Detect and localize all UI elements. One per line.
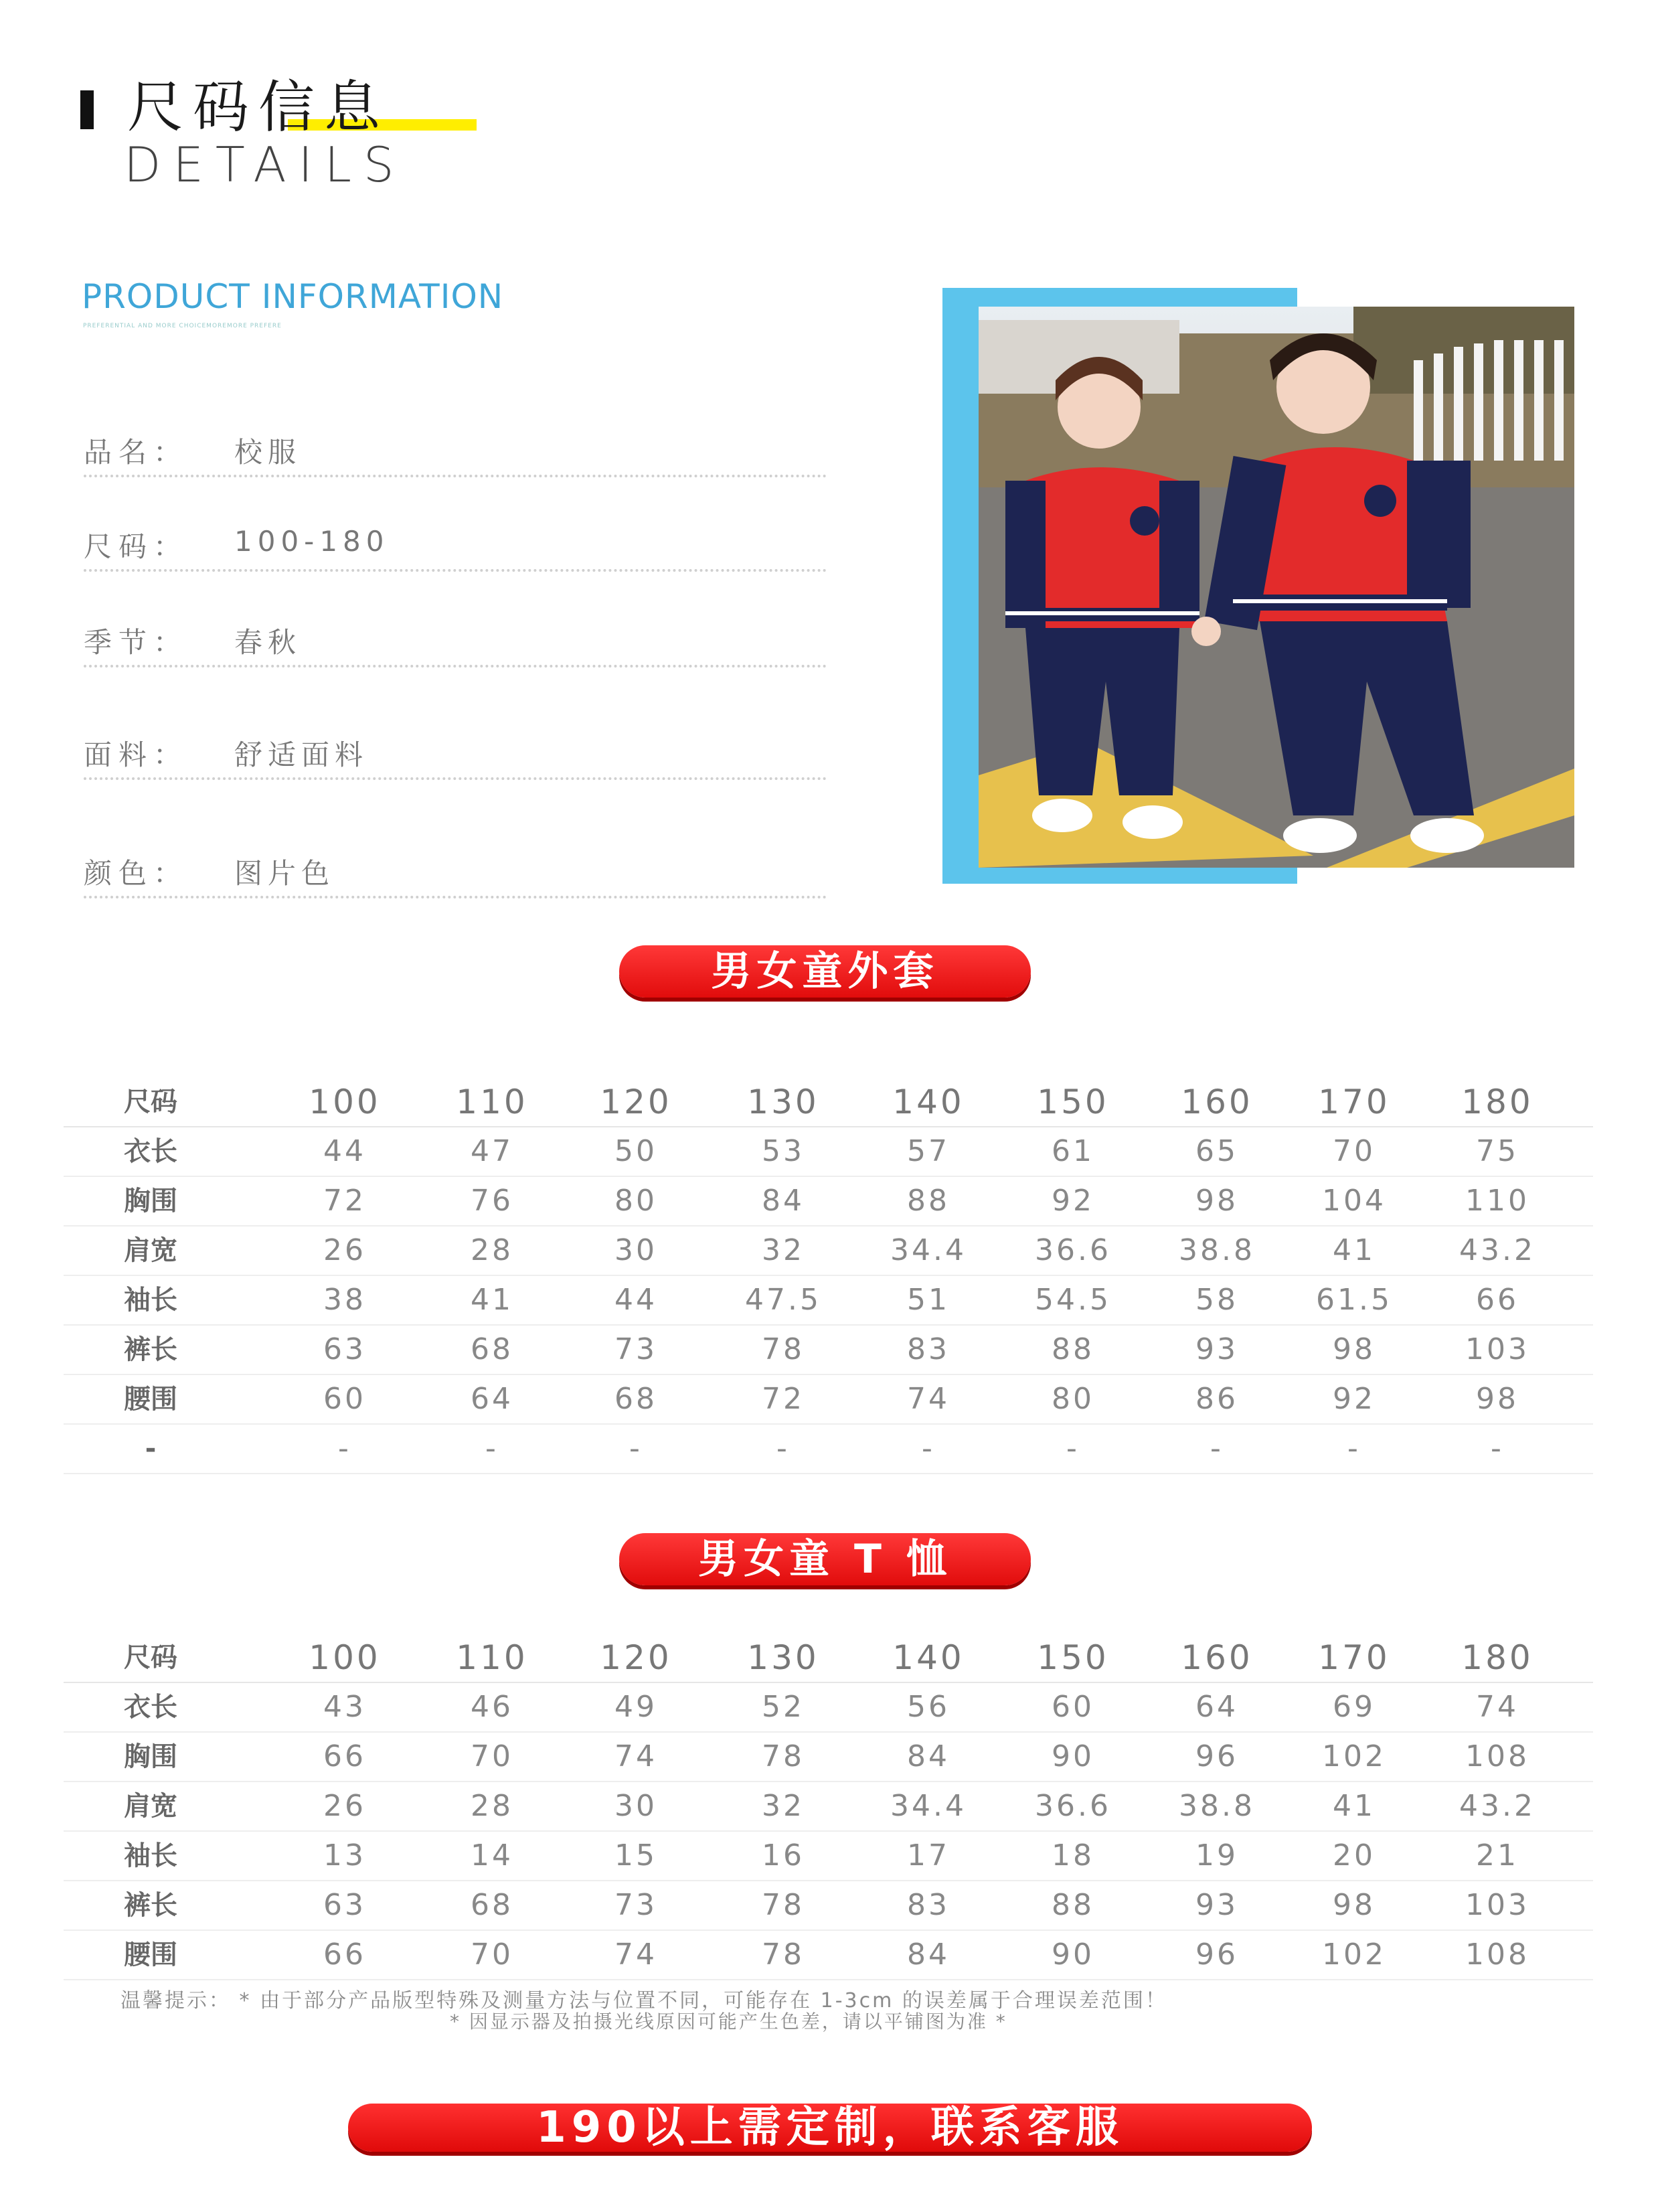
table-cell: 93	[1195, 1332, 1238, 1366]
table-cell: 88	[907, 1184, 950, 1218]
info-value: 春秋	[234, 626, 302, 659]
table-cell: 68	[471, 1332, 513, 1366]
table-cell: 41	[471, 1283, 513, 1317]
size-header: 180	[1461, 1638, 1533, 1677]
table-cell: 78	[762, 1888, 805, 1922]
info-value: 校服	[234, 436, 302, 469]
table-cell: 70	[1333, 1134, 1376, 1168]
table-cell: 17	[907, 1838, 950, 1873]
header-label: 尺码	[124, 1642, 177, 1673]
table-cell: 41	[1333, 1789, 1376, 1823]
table-cell: 70	[471, 1739, 513, 1773]
table-cell: 68	[471, 1888, 513, 1922]
info-row-color	[84, 852, 827, 898]
table-cell: -	[485, 1431, 499, 1466]
table-cell: 98	[1333, 1332, 1376, 1366]
table-cell: 50	[614, 1134, 657, 1168]
table-cell: -	[338, 1431, 351, 1466]
product-info-heading: PRODUCT INFORMATION	[82, 277, 504, 316]
table-cell: 84	[907, 1938, 950, 1972]
table-row	[64, 1425, 1593, 1474]
table-cell: 74	[614, 1739, 657, 1773]
table-cell: 84	[762, 1184, 805, 1218]
table-cell: 61.5	[1316, 1283, 1392, 1317]
size-header: 150	[1037, 1083, 1109, 1121]
table-cell: 28	[471, 1233, 513, 1267]
table-cell: 26	[323, 1789, 366, 1823]
table-cell: 28	[471, 1789, 513, 1823]
table-cell: 84	[907, 1739, 950, 1773]
size-header: 180	[1461, 1083, 1533, 1121]
size-header: 140	[892, 1083, 965, 1121]
table-cell: 104	[1322, 1184, 1386, 1218]
table-row	[64, 1733, 1593, 1782]
table-row	[64, 1127, 1593, 1177]
table-cell: 49	[614, 1690, 657, 1724]
table-cell: 43.2	[1459, 1233, 1536, 1267]
table-cell: -	[1210, 1431, 1224, 1466]
row-label: -	[145, 1433, 157, 1464]
table-cell: 96	[1195, 1739, 1238, 1773]
table-row	[64, 1683, 1593, 1733]
table-cell: 61	[1052, 1134, 1094, 1168]
table-cell: 93	[1195, 1888, 1238, 1922]
table-cell: -	[629, 1431, 643, 1466]
table-cell: 73	[614, 1332, 657, 1366]
table-row	[64, 1881, 1593, 1931]
table-cell: 47.5	[745, 1283, 821, 1317]
table-cell: 18	[1052, 1838, 1094, 1873]
table-cell: 34.4	[890, 1789, 967, 1823]
table-cell: 69	[1333, 1690, 1376, 1724]
info-label: 品名：	[84, 436, 189, 469]
table-cell: 36.6	[1035, 1233, 1111, 1267]
info-row-fabric	[84, 733, 827, 780]
size-header: 160	[1181, 1083, 1253, 1121]
row-label: 裤长	[124, 1890, 177, 1921]
table-cell: 66	[323, 1938, 366, 1972]
table-cell: 13	[323, 1838, 366, 1873]
table-cell: 36.6	[1035, 1789, 1111, 1823]
table-cell: -	[1066, 1431, 1080, 1466]
table-cell: 72	[323, 1184, 366, 1218]
info-row-name	[84, 430, 827, 477]
table-cell: 74	[1476, 1690, 1519, 1724]
table-cell: 78	[762, 1938, 805, 1972]
info-row-size	[84, 525, 827, 572]
table-cell: 78	[762, 1332, 805, 1366]
jacket-section-banner: 男女童外套	[619, 945, 1031, 998]
product-info-subtext: PREFERENTIAL AND MORE CHOICEMOREMORE PREFERE	[83, 323, 282, 329]
table-cell: 30	[614, 1233, 657, 1267]
table-cell: 80	[614, 1184, 657, 1218]
table-cell: 75	[1476, 1134, 1519, 1168]
table-cell: 92	[1052, 1184, 1094, 1218]
table-cell: 41	[1333, 1233, 1376, 1267]
table-cell: 56	[907, 1690, 950, 1724]
table-cell: 102	[1322, 1938, 1386, 1972]
table-cell: 74	[614, 1938, 657, 1972]
table-cell: 32	[762, 1789, 805, 1823]
table-cell: 64	[1195, 1690, 1238, 1724]
info-value: 100-180	[234, 525, 390, 558]
table-cell: 70	[471, 1938, 513, 1972]
size-header: 140	[892, 1638, 965, 1677]
color-difference-note: * 因显示器及拍摄光线原因可能产生色差，请以平铺图为准 *	[450, 2010, 1007, 2033]
table-cell: 53	[762, 1134, 805, 1168]
header-label: 尺码	[124, 1087, 177, 1117]
table-cell: 34.4	[890, 1233, 967, 1267]
table-cell: 44	[614, 1283, 657, 1317]
page-title: 尺码信息	[127, 74, 390, 140]
table-cell: 52	[762, 1690, 805, 1724]
table-cell: 63	[323, 1888, 366, 1922]
table-cell: 51	[907, 1283, 950, 1317]
size-header: 160	[1181, 1638, 1253, 1677]
warm-tip-note: 温馨提示： * 由于部分产品版型特殊及测量方法与位置不同，可能存在 1-3cm 的误差属于合理误差范围！	[120, 1989, 1167, 2012]
table-cell: 15	[614, 1838, 657, 1873]
table-cell: 66	[323, 1739, 366, 1773]
table-cell: 32	[762, 1233, 805, 1267]
size-header: 110	[456, 1638, 528, 1677]
table-cell: 14	[471, 1838, 513, 1873]
table-row	[64, 1177, 1593, 1227]
table-cell: 92	[1333, 1382, 1376, 1416]
table-cell: 103	[1465, 1888, 1529, 1922]
row-label: 袖长	[124, 1840, 177, 1871]
table-cell: 96	[1195, 1938, 1238, 1972]
table-row	[64, 1782, 1593, 1832]
table-cell: 108	[1465, 1739, 1529, 1773]
table-cell: 86	[1195, 1382, 1238, 1416]
size-header: 100	[309, 1083, 381, 1121]
jacket-size-table	[64, 1078, 1593, 1474]
table-cell: 76	[471, 1184, 513, 1218]
title-accent-bar	[80, 90, 94, 129]
table-cell: 66	[1476, 1283, 1519, 1317]
table-cell: 30	[614, 1789, 657, 1823]
table-cell: 60	[1052, 1690, 1094, 1724]
table-cell: 73	[614, 1888, 657, 1922]
info-value: 舒适面料	[234, 738, 369, 771]
size-header: 170	[1318, 1638, 1390, 1677]
table-cell: 47	[471, 1134, 513, 1168]
size-header: 110	[456, 1083, 528, 1121]
size-header: 100	[309, 1638, 381, 1677]
table-cell: 20	[1333, 1838, 1376, 1873]
row-label: 裤长	[124, 1334, 177, 1365]
table-row	[64, 1227, 1593, 1276]
row-label: 肩宽	[124, 1235, 177, 1266]
table-cell: 38.8	[1179, 1233, 1255, 1267]
table-cell: 98	[1195, 1184, 1238, 1218]
table-row	[64, 1375, 1593, 1425]
table-cell: 74	[907, 1382, 950, 1416]
row-label: 衣长	[124, 1136, 177, 1167]
info-value: 图片色	[234, 857, 335, 890]
table-cell: 90	[1052, 1739, 1094, 1773]
size-header: 130	[747, 1083, 819, 1121]
tshirt-size-table	[64, 1634, 1593, 1980]
info-row-season	[84, 621, 827, 667]
info-label: 季节：	[84, 626, 189, 659]
table-cell: 88	[1052, 1888, 1094, 1922]
table-cell: -	[1347, 1431, 1361, 1466]
table-cell: 21	[1476, 1838, 1519, 1873]
size-header: 120	[600, 1638, 672, 1677]
page-subtitle: DETAILS	[124, 137, 406, 193]
table-cell: -	[922, 1431, 935, 1466]
table-cell: 38	[323, 1283, 366, 1317]
table-cell: 108	[1465, 1938, 1529, 1972]
info-label: 尺码：	[84, 530, 189, 563]
table-cell: 54.5	[1035, 1283, 1111, 1317]
table-cell: 72	[762, 1382, 805, 1416]
table-cell: 98	[1476, 1382, 1519, 1416]
product-photo	[979, 307, 1574, 868]
size-header: 120	[600, 1083, 672, 1121]
size-header: 170	[1318, 1083, 1390, 1121]
table-cell: 16	[762, 1838, 805, 1873]
table-cell: 63	[323, 1332, 366, 1366]
table-cell: 83	[907, 1332, 950, 1366]
info-label: 面料：	[84, 738, 189, 771]
row-label: 胸围	[124, 1186, 177, 1216]
table-header-row	[64, 1634, 1593, 1683]
table-cell: 98	[1333, 1888, 1376, 1922]
table-cell: 38.8	[1179, 1789, 1255, 1823]
size-header: 130	[747, 1638, 819, 1677]
table-cell: -	[776, 1431, 790, 1466]
table-cell: 57	[907, 1134, 950, 1168]
table-cell: 43.2	[1459, 1789, 1536, 1823]
row-label: 衣长	[124, 1692, 177, 1723]
size-header: 150	[1037, 1638, 1109, 1677]
table-cell: 68	[614, 1382, 657, 1416]
table-cell: 110	[1465, 1184, 1529, 1218]
table-cell: 90	[1052, 1938, 1094, 1972]
row-label: 袖长	[124, 1285, 177, 1316]
row-label: 胸围	[124, 1741, 177, 1772]
table-cell: 58	[1195, 1283, 1238, 1317]
table-cell: 44	[323, 1134, 366, 1168]
table-cell: 102	[1322, 1739, 1386, 1773]
table-row	[64, 1832, 1593, 1881]
table-cell: 88	[1052, 1332, 1094, 1366]
table-cell: 78	[762, 1739, 805, 1773]
table-cell: 60	[323, 1382, 366, 1416]
table-cell: 103	[1465, 1332, 1529, 1366]
table-row	[64, 1931, 1593, 1980]
table-header-row	[64, 1078, 1593, 1127]
table-row	[64, 1326, 1593, 1375]
info-label: 颜色：	[84, 857, 189, 890]
row-label: 腰围	[124, 1384, 177, 1415]
row-label: 肩宽	[124, 1791, 177, 1822]
table-cell: 19	[1195, 1838, 1238, 1873]
table-row	[64, 1276, 1593, 1326]
table-cell: 80	[1052, 1382, 1094, 1416]
custom-order-banner: 190以上需定制，联系客服	[348, 2104, 1312, 2152]
table-cell: 46	[471, 1690, 513, 1724]
row-label: 腰围	[124, 1940, 177, 1970]
table-cell: 26	[323, 1233, 366, 1267]
table-cell: 65	[1195, 1134, 1238, 1168]
table-cell: -	[1491, 1431, 1504, 1466]
tshirt-section-banner: 男女童 T 恤	[619, 1533, 1031, 1585]
table-cell: 83	[907, 1888, 950, 1922]
table-cell: 43	[323, 1690, 366, 1724]
table-cell: 64	[471, 1382, 513, 1416]
